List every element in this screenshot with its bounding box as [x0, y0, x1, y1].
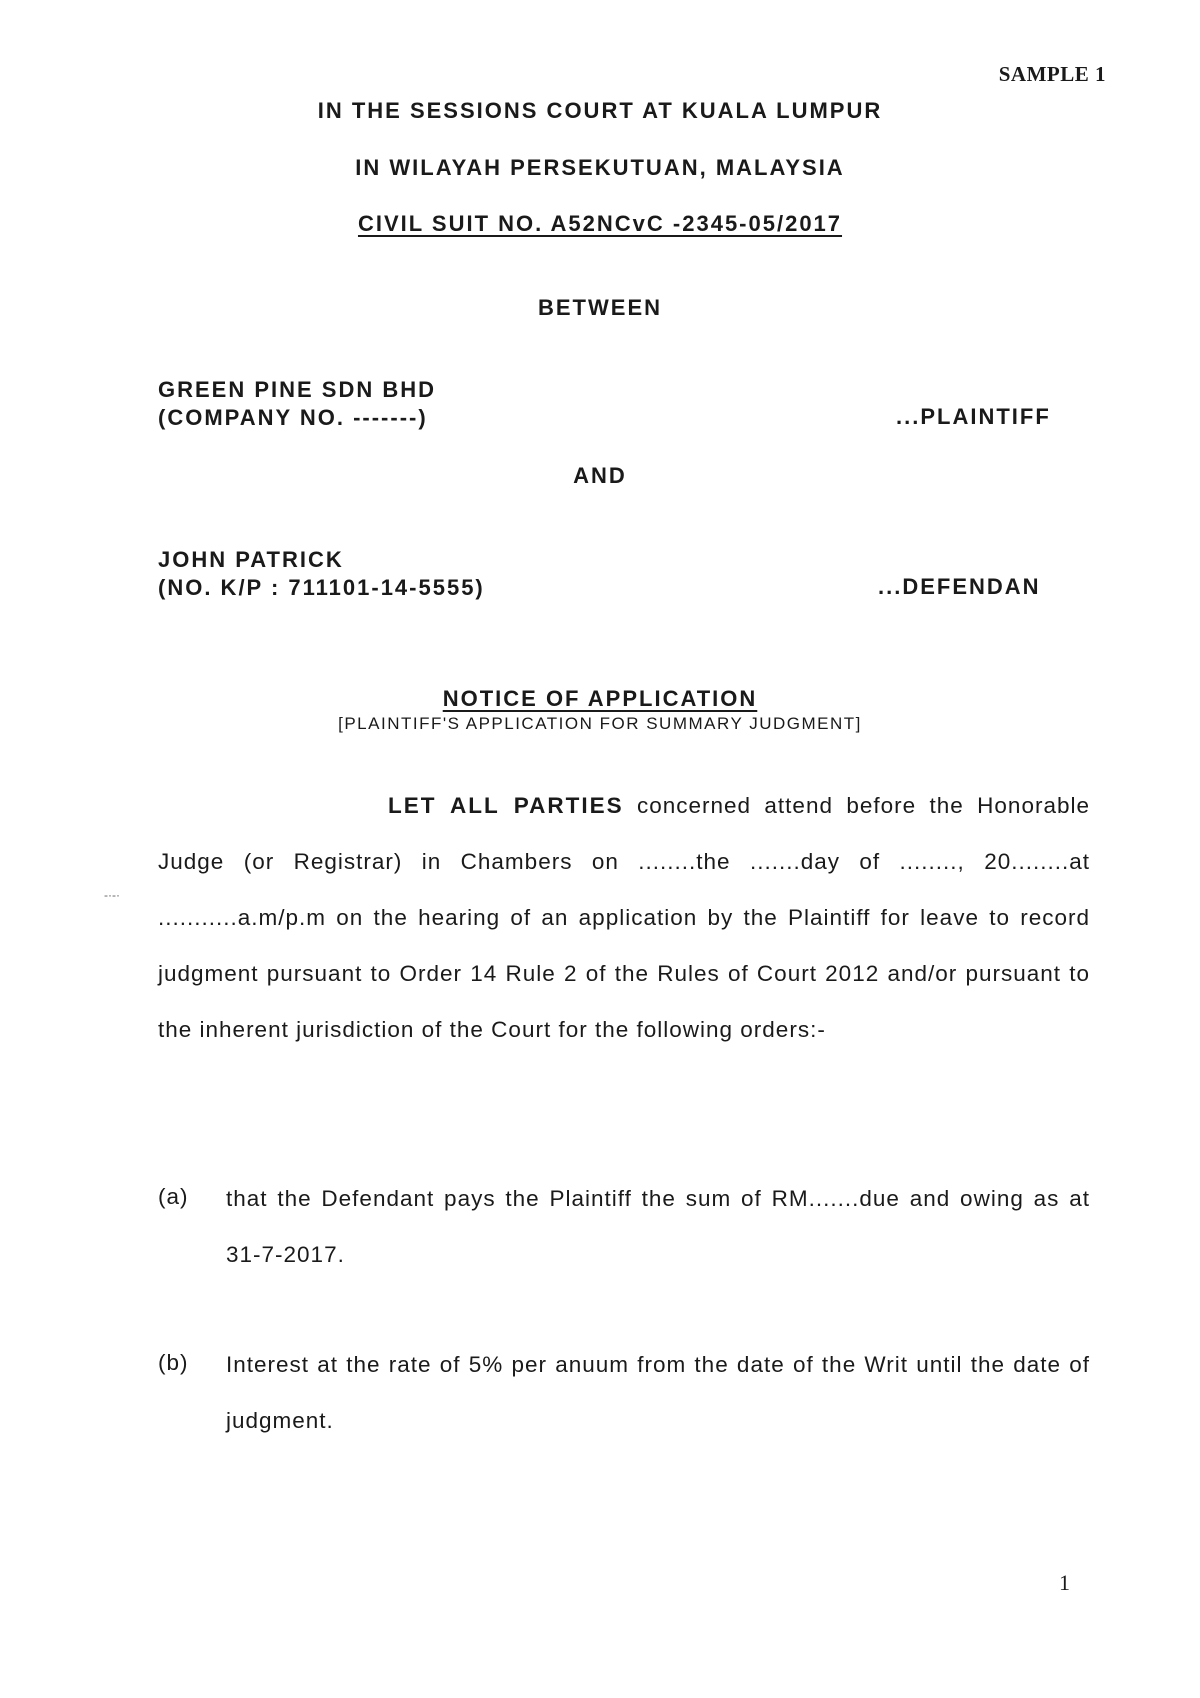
suit-number: CIVIL SUIT NO. A52NCvC -2345-05/2017	[357, 211, 843, 236]
order-a-label: (a)	[158, 1184, 189, 1209]
defendant-name: JOHN PATRICK	[158, 547, 344, 572]
defendant-id: (NO. K/P : 711101-14-5555)	[158, 575, 485, 600]
court-line-2: IN WILAYAH PERSEKUTUAN, MALAYSIA	[355, 155, 845, 180]
page-number: 1	[1059, 1570, 1070, 1595]
body-text: concerned attend before the Honorable Judge (or Registrar) in Chambers on ........the .......day of ........, 20........at ...........a.m/p.m on the hearing of an application by the Plaintiff for leave to record judgment pursuant to Order 14 Rule 2 of the Rules of Court 2012 and/or pursuant to the inherent jurisdiction of the Court for the following orders:-	[158, 793, 1090, 1042]
order-a-text: that the Defendant pays the Plaintiff the sum of RM.......due and owing as at 31-7-2017.	[226, 1186, 1090, 1267]
notice-subtitle: [PLAINTIFF'S APPLICATION FOR SUMMARY JUDGMENT]	[338, 714, 862, 733]
order-b-text: Interest at the rate of 5% per anuum from the date of the Writ until the date of judgment.	[226, 1352, 1090, 1433]
order-b-label: (b)	[158, 1350, 189, 1375]
scan-speck: -·-·	[104, 888, 120, 902]
plaintiff-name: GREEN PINE SDN BHD	[158, 377, 437, 402]
plaintiff-role: ...PLAINTIFF	[896, 404, 1051, 429]
and-heading: AND	[573, 463, 627, 488]
defendant-role: ...DEFENDAN	[878, 574, 1041, 599]
body-paragraph	[158, 778, 1090, 1058]
plaintiff-id: (COMPANY NO. -------)	[158, 405, 428, 430]
body-lead: LET ALL PARTIES	[388, 793, 624, 818]
court-line-1: IN THE SESSIONS COURT AT KUALA LUMPUR	[317, 98, 883, 123]
notice-title: NOTICE OF APPLICATION	[442, 686, 758, 711]
between-heading: BETWEEN	[538, 295, 662, 320]
sample-label: SAMPLE 1	[998, 62, 1106, 86]
